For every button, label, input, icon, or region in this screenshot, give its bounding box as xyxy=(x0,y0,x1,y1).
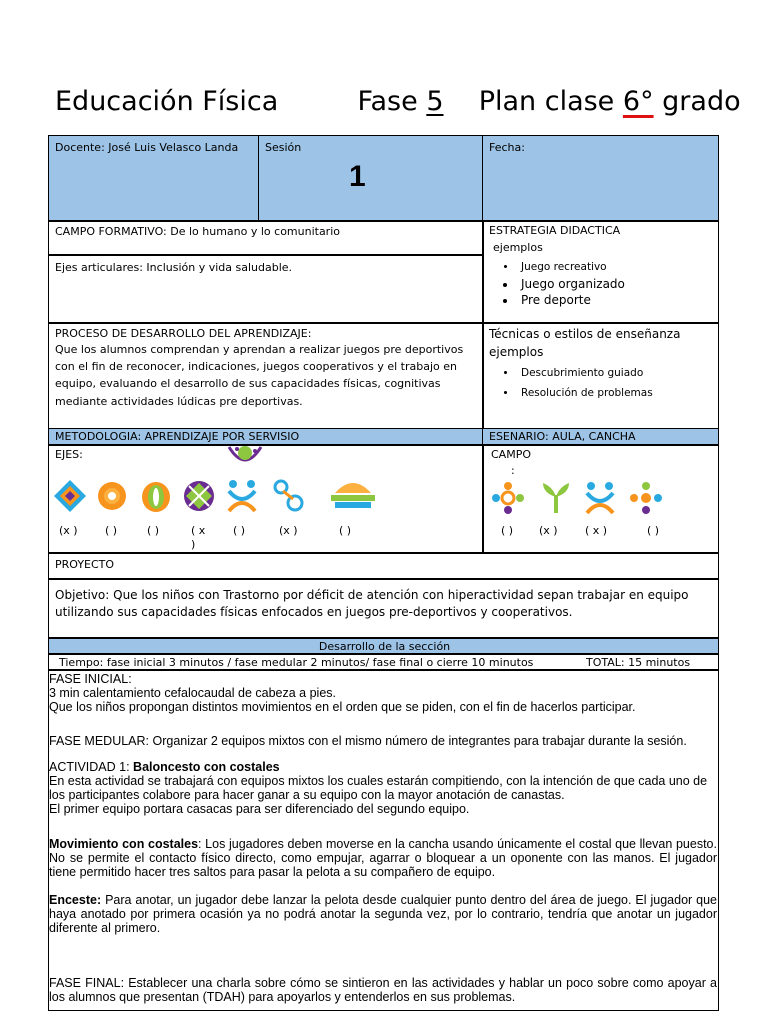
proyecto-label: PROYECTO xyxy=(55,558,115,571)
objetivo-text: Objetivo: Que los niños con Trastorno por déficit de atención con hiperactividad sepan trabajar en equipo utilizando sus capacidades físicas enfocados en juegos pre-deportivos y cooperativos. xyxy=(55,588,689,619)
ejes-mark-1: (x ) xyxy=(59,524,78,537)
estrategia-list xyxy=(489,259,625,309)
fase-value: 5 xyxy=(426,86,444,117)
sesion-number: 1 xyxy=(349,160,366,193)
ejes-mark-4: ( x xyxy=(191,524,206,537)
fecha-label: Fecha: xyxy=(489,141,525,154)
movimiento-block xyxy=(49,837,717,879)
fases-cell xyxy=(48,669,719,1011)
metodologia-text: METODOLOGIA: APRENDIZAJE POR SERVISIO xyxy=(55,430,300,443)
enceste-title: Enceste: xyxy=(49,893,102,907)
tecnicas-subtitle: ejemplos xyxy=(489,345,544,359)
enceste-text: Para anotar, un jugador debe lanzar la pelota desde cualquier punto dentro del área de juego. El jugador que haya anotado por primera ocasión ya no podrá anotar la segunda vez, por lo contrario, tendría que anotar un jugador diferente al primero. xyxy=(49,893,717,935)
escenario-text: ESENARIO: AULA, CANCHA xyxy=(489,430,636,443)
page-title xyxy=(55,86,741,117)
fase-inicial-line2: Que los niños propongan distintos movimientos en el orden que se piden, con el fin de hacerlos participar. xyxy=(49,700,636,714)
plan-label: Plan clase xyxy=(478,86,615,117)
campo-mark-3: ( x ) xyxy=(585,524,608,537)
fase-final-text: FASE FINAL: Establecer una charla sobre cómo se sintieron en las actividades y hablar un poco sobre como apoyar a los alumnos que presentan (TDAH) para apoyarlos y entenderlos en sus problemas. xyxy=(49,976,717,1004)
estrategia-cell xyxy=(482,220,719,324)
list-item: • Resolución de problemas xyxy=(517,383,653,403)
campo-sprout-icon xyxy=(539,481,573,515)
splash-icon xyxy=(225,443,265,473)
tecnicas-cell xyxy=(482,322,719,430)
actividad-text2: El primer equipo portara casacas para ser diferenciado del segundo equipo. xyxy=(49,802,470,816)
ejes-mark-2: ( ) xyxy=(105,524,118,537)
fase-medular-text: FASE MEDULAR: Organizar 2 equipos mixtos con el mismo número de integrantes para trabajar durante la sesión. xyxy=(49,734,687,748)
fecha-cell xyxy=(482,135,719,222)
ejes-cell xyxy=(48,444,484,554)
enceste-block xyxy=(49,893,717,935)
campo-flower-icon xyxy=(629,481,663,515)
people-icon xyxy=(225,479,259,513)
list-item: • Descubrimiento guiado xyxy=(517,363,653,383)
movimiento-title: Movimiento con costales xyxy=(49,837,199,851)
ejes-mark-5: ( ) xyxy=(233,524,246,537)
total-text: TOTAL: 15 minutos xyxy=(586,656,691,669)
list-item: • Pre deporte xyxy=(517,292,625,309)
proyecto-cell xyxy=(48,552,719,580)
campo-mark-4: ( ) xyxy=(647,524,660,537)
objetivo-cell xyxy=(48,578,719,638)
ejes-articulares-cell xyxy=(48,254,484,324)
campo-people-circle-icon xyxy=(491,481,525,515)
docente-cell xyxy=(48,135,260,222)
desarrollo-title: Desarrollo de la sección xyxy=(318,640,451,653)
fase-inicial-title: FASE INICIAL: xyxy=(49,672,132,686)
actividad-text1: En esta actividad se trabajará con equipos mixtos los cuales estarán compitiendo, con la intención de que cada uno de los participantes colabore para hacer ganar a su equipo con la mayor anotación de canastas. xyxy=(49,774,708,802)
ejes-mark-3: ( ) xyxy=(147,524,160,537)
subject-title: Educación Física xyxy=(55,86,279,117)
fase-label: Fase xyxy=(357,86,418,117)
sun-landscape-icon xyxy=(329,477,377,513)
list-item: • Juego organizado xyxy=(517,276,625,293)
campo-formativo-cell xyxy=(48,220,484,256)
fase-inicial-line1: 3 min calentamiento cefalocaudal de cabeza a pies. xyxy=(49,686,336,700)
list-item: • Juego recreativo xyxy=(517,259,625,276)
tecnicas-title: Técnicas o estilos de enseñanza xyxy=(489,327,681,341)
ejes-mark-6: (x ) xyxy=(279,524,298,537)
ejes-label: EJES: xyxy=(55,448,83,461)
campo-mark-2: (x ) xyxy=(539,524,558,537)
docente-text: Docente: José Luis Velasco Landa xyxy=(55,141,239,154)
ejes-mark-7: ( ) xyxy=(339,524,352,537)
sesion-cell xyxy=(258,135,484,222)
tecnicas-list xyxy=(489,363,653,403)
campo-colon: : xyxy=(511,464,515,477)
campo-label: CAMPO xyxy=(491,448,531,461)
grade-label: grado xyxy=(662,86,741,117)
globe-icon xyxy=(182,479,216,513)
proceso-title: PROCESO DE DESARROLLO DEL APRENDIZAJE: xyxy=(55,327,312,340)
campo-mark-1: ( ) xyxy=(501,524,514,537)
proceso-text: Que los alumnos comprendan y aprendan a realizar juegos pre deportivos con el fin de reconocer, indicaciones, juegos cooperativos y el trabajo en equipo, evaluando el desarrollo de sus capacidades físicas, cognitivas mediante actividades lúdicas pre deportivas. xyxy=(55,343,464,408)
ejes-mark-4b: ) xyxy=(191,538,196,551)
campo-formativo-text: CAMPO FORMATIVO: De lo humano y lo comunitario xyxy=(55,225,340,238)
estrategia-title: ESTRATEGIA DIDACTICA xyxy=(489,224,621,237)
estrategia-subtitle: ejemplos xyxy=(493,241,543,254)
movimiento-text: : Los jugadores deben moverse en la cancha usando únicamente el costal que llevan puesto. No se permite el contacto físico directo, como empujar, agarrar o bloquear a un oponente con las manos. El jugador tiene permitido hacer tres saltos para pasar la pelota a su compañero de equipo. xyxy=(49,837,717,879)
link-icon xyxy=(271,479,305,513)
fase-inicial-block xyxy=(49,672,717,714)
diamond-figures-icon xyxy=(53,479,87,513)
actividad-prefix: ACTIVIDAD 1: xyxy=(49,760,134,774)
tiempo-text: Tiempo: fase inicial 3 minutos / fase medular 2 minutos/ fase final o cierre 10 minutos xyxy=(59,656,534,669)
ejes-articulares-text: Ejes articulares: Inclusión y vida saludable. xyxy=(55,261,293,274)
campo-people-icon xyxy=(583,481,617,515)
proceso-cell xyxy=(48,322,484,430)
actividad-block xyxy=(49,760,717,816)
ring-icon xyxy=(95,479,129,513)
leaf-icon xyxy=(139,479,173,513)
sesion-label: Sesión xyxy=(265,141,302,154)
actividad-title: Baloncesto con costales xyxy=(133,760,280,774)
campo-cell xyxy=(482,444,719,554)
grade-value: 6° xyxy=(622,86,654,117)
